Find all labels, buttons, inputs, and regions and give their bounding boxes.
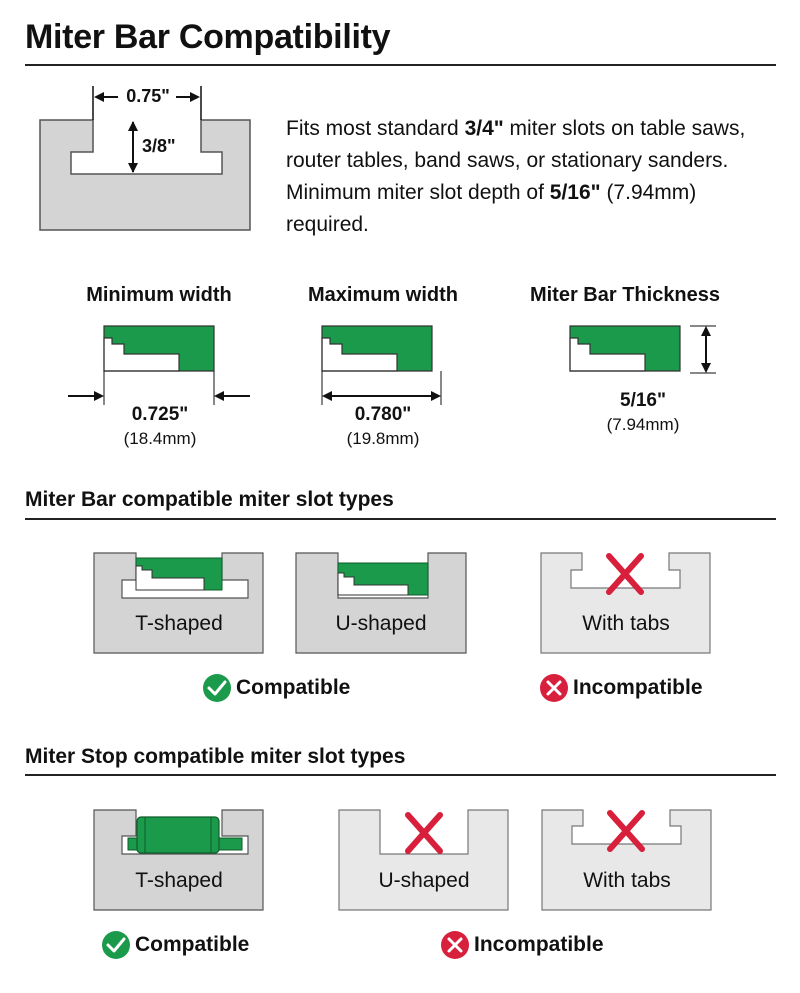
stop-slot-t-shaped-label: T-shaped	[135, 869, 223, 892]
slot-depth-label: 3/8"	[142, 136, 176, 156]
max-width-title: Maximum width	[307, 284, 458, 306]
miter-stop-section-heading: Miter Stop compatible miter slot types	[25, 745, 406, 768]
bar-incompatible-label: Incompatible	[573, 676, 703, 699]
min-width-metric: (18.4mm)	[123, 429, 197, 448]
max-width-value: 0.780"	[354, 404, 412, 425]
stop-incompatible-label: Incompatible	[474, 933, 604, 956]
min-width-title: Minimum width	[86, 284, 232, 306]
bar-slot-with-tabs-label: With tabs	[582, 612, 670, 635]
bar-compatible-label: Compatible	[236, 676, 351, 699]
stop-slot-with-tabs-label: With tabs	[583, 869, 671, 892]
max-width-metric: (19.8mm)	[346, 429, 420, 448]
stop-compatible-label: Compatible	[135, 933, 250, 956]
thickness-value: 5/16"	[620, 390, 666, 411]
page-title: Miter Bar Compatibility	[25, 18, 391, 56]
miter-bar-section-heading: Miter Bar compatible miter slot types	[25, 488, 394, 511]
slot-width-label: 0.75"	[126, 86, 170, 106]
bar-slot-u-shaped-label: U-shaped	[335, 612, 427, 635]
compatibility-description: Fits most standard 3/4" miter slots on table saws, router tables, band saws, or stationary sanders. Minimum miter slot depth of 5/16" (7.94mm) required.	[286, 117, 746, 236]
thickness-title: Miter Bar Thickness	[529, 284, 721, 306]
stop-slot-u-shaped-label: U-shaped	[378, 869, 470, 892]
bar-slot-t-shaped-label: T-shaped	[135, 612, 223, 635]
thickness-metric: (7.94mm)	[606, 415, 680, 434]
min-width-value: 0.725"	[131, 404, 189, 425]
